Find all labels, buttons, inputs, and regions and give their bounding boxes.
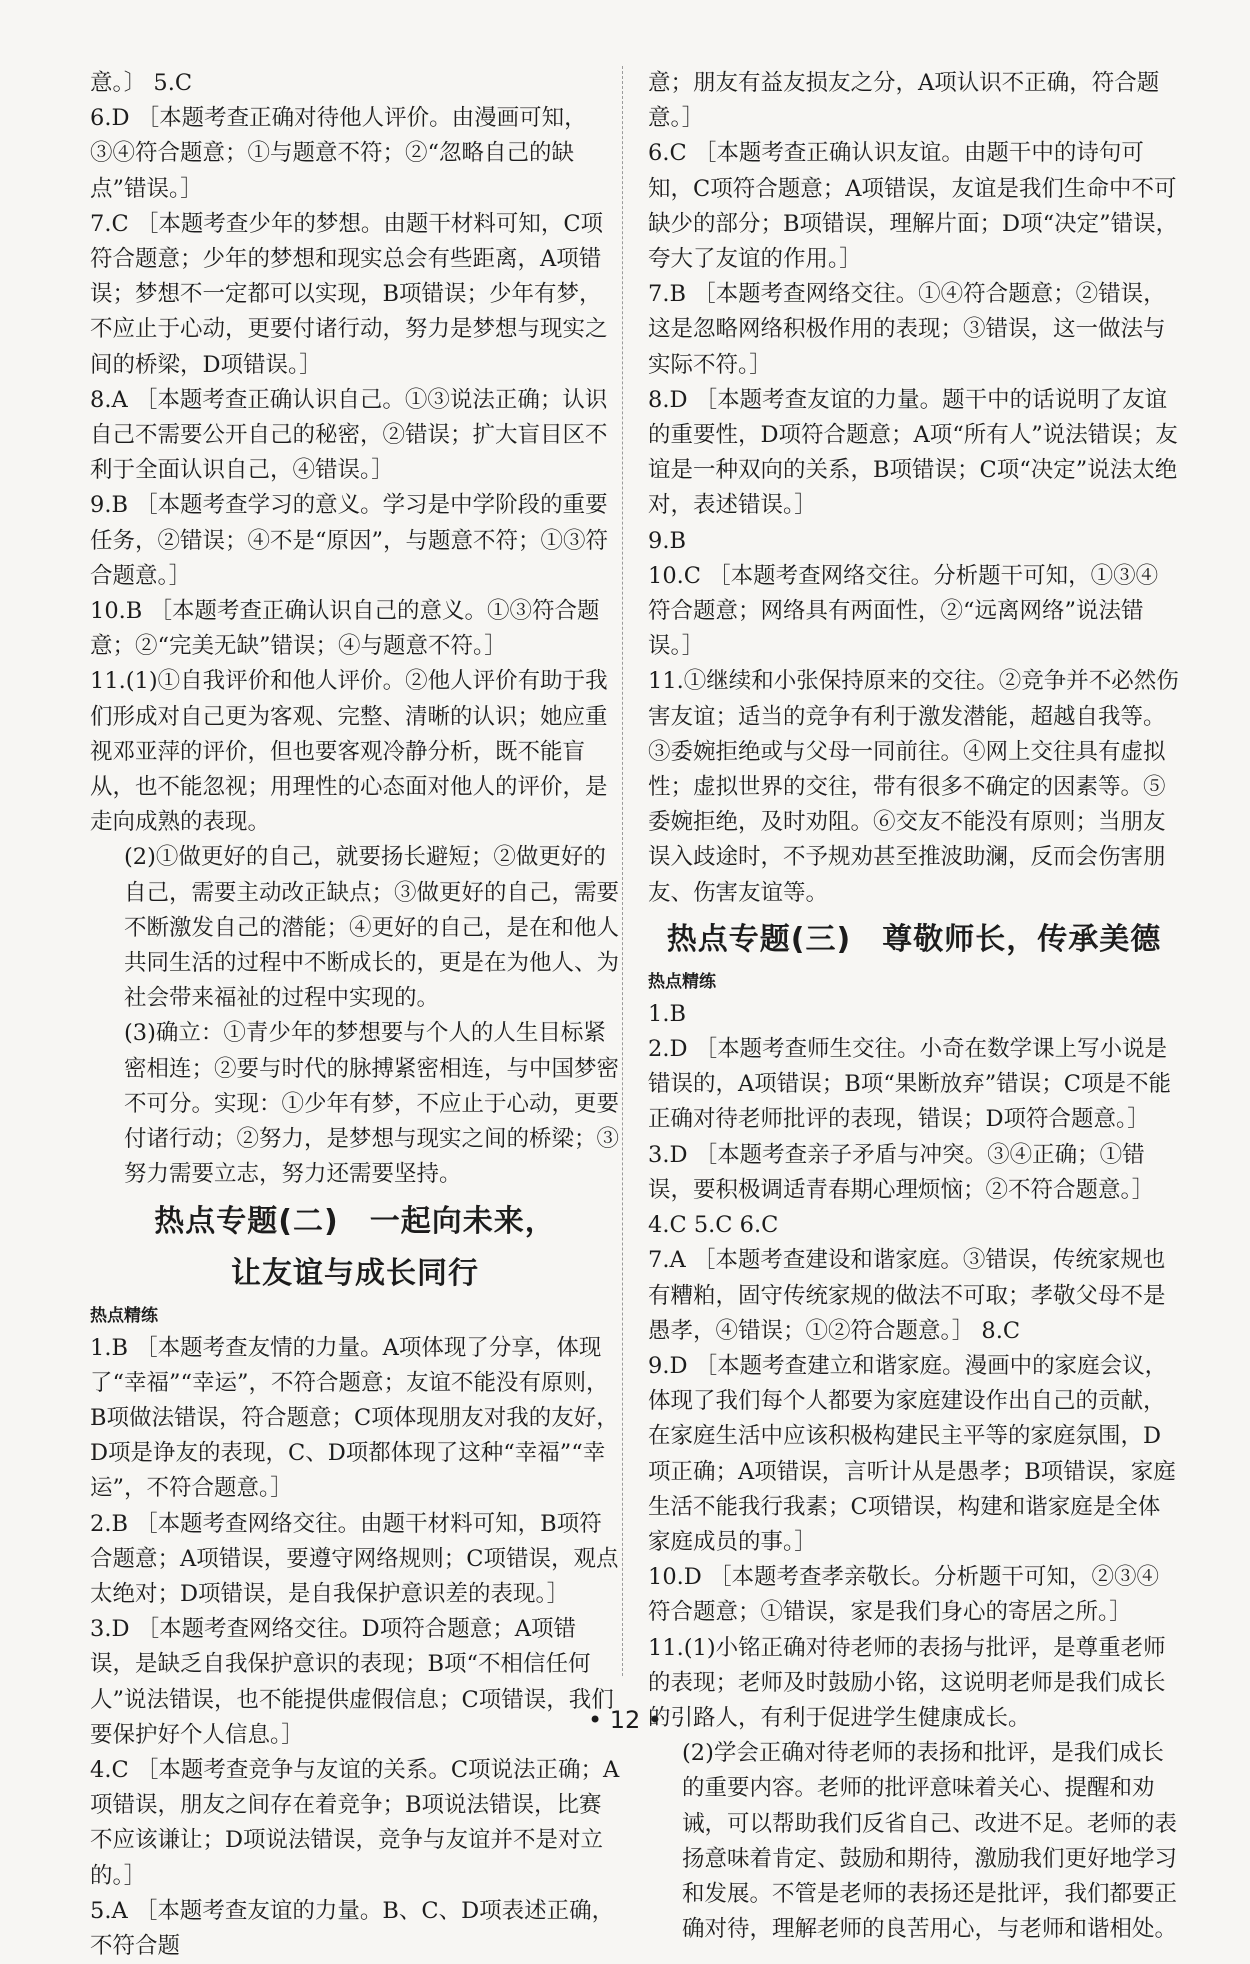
answer-item: 7.A ［本题考查建设和谐家庭。③错误，传统家规也有糟粕，固守传统家规的做法不可取；孝敬父母不是愚孝，④错误；①②符合题意。］ 8.C (648, 1247, 1166, 1344)
section-title: 让友谊与成长同行 (231, 1255, 479, 1291)
column-divider (622, 66, 623, 1676)
answer-item: 10.D ［本题考查孝亲敬长。分析题干可知，②③④符合题意；①错误，家是我们身心的寄居之所。］ (648, 1564, 1159, 1626)
answer-item: 6.D ［本题考查正确对待他人评价。由漫画可知，③④符合题意；①与题意不符；②“忽略自己的缺点”错误。］ (90, 105, 587, 202)
answer-item: 6.C ［本题考查正确认识友谊。由题干中的诗句可知，C项符合题意；A项错误，友谊是我们生命中不可缺少的部分；B项错误，理解片面；D项“决定”错误，夸大了友谊的作用。］ (648, 140, 1179, 273)
answer-item: 9.B (648, 527, 687, 554)
answer-paragraph: (3)确立：①青少年的梦想要与个人的人生目标紧密相连；②要与时代的脉搏紧密相连，与中国梦密不可分。实现：①少年有梦，不应止于心动，更要付诸行动；②努力，是梦想与现实之间的桥梁；③努力需要立志，努力还需要坚持。 (124, 1020, 620, 1188)
answer-item: 3.D ［本题考查亲子矛盾与冲突。③④正确；①错误，要积极调适青春期心理烦恼；②不符合题意。］ 4.C 5.C 6.C (648, 1141, 1155, 1239)
answer-paragraph: (2)①做更好的自己，就要扬长避短；②做更好的自己，需要主动改正缺点；③做更好的自己，需要不断激发自己的潜能；④更好的自己，是在和他人共同生活的过程中不断成长的，更是在为他人、为社会带来福祉的过程中实现的。 (124, 844, 620, 1012)
answer-item: 11.(1)①自我评价和他人评价。②他人评价有助于我们形成对自己更为客观、完整、清晰的认识；她应重视邓亚萍的评价，但也要客观冷静分析，既不能盲从，也不能忽视；用理性的心态面对他人的评价，是走向成熟的表现。 (90, 668, 608, 836)
answer-item: 9.D ［本题考查建立和谐家庭。漫画中的家庭会议，体现了我们每个人都要为家庭建设作出自己的贡献，在家庭生活中应该积极构建民主平等的家庭氛围，D项正确；A项错误，言听计从是愚孝；B项错误，家庭生活不能我行我素；C项错误，构建和谐家庭是全体家庭成员的事。］ (648, 1352, 1176, 1555)
answer-paragraph: (2)学会正确对待老师的表扬和批评，是我们成长的重要内容。老师的批评意味着关心、提醒和劝诫，可以帮助我们反省自己、改进不足。老师的表扬意味着肯定、鼓励和期待，激励我们更好地学习和发展。不管是老师的表扬还是批评，我们都要正确对待，理解老师的良苦用心，与老师和谐相处。 (682, 1740, 1178, 1943)
section-title: 热点专题(三) 尊敬师长，传承美德 (666, 921, 1162, 957)
answer-item: 7.C ［本题考查少年的梦想。由题干材料可知，C项符合题意；少年的梦想和现实总会有些距离，A项错误；梦想不一定都可以实现，B项错误；少年有梦，不应止于心动，更要付诸行动，努力是梦想与现实之间的桥梁，D项错误。］ (90, 210, 608, 378)
right-column (648, 66, 1180, 1947)
left-column (90, 66, 620, 1964)
subsection-heading: 热点精练 (90, 1305, 158, 1326)
answer-item: 11.(1)小铭正确对待老师的表扬与批评，是尊重老师的表现；老师及时鼓励小铭，这说明老师是我们成长的引路人，有利于促进学生健康成长。 (648, 1634, 1166, 1731)
answer-item: 意。〕 5.C (90, 70, 193, 96)
answer-item: 意；朋友有益友损友之分，A项认识不正确，符合题意。］ (648, 70, 1160, 132)
subsection-heading: 热点精练 (648, 971, 716, 992)
answer-item: 10.B ［本题考查正确认识自己的意义。①③符合题意；②“完美无缺”错误；④与题意不符。］ (90, 598, 600, 660)
answer-item: 4.C ［本题考查竞争与友谊的关系。C项说法正确；A项错误，朋友之间存在着竞争；B项说法错误，比赛不应该谦让；D项说法错误，竞争与友谊并不是对立的。］ (90, 1756, 620, 1889)
section-title: 热点专题(二) 一起向未来， (154, 1203, 556, 1239)
answer-item: 8.D ［本题考查友谊的力量。题干中的话说明了友谊的重要性，D项符合题意；A项“所有人”说法错误；友谊是一种双向的关系，B项错误；C项“决定”说法太绝对，表述错误。］ (648, 386, 1178, 519)
answer-item: 9.B ［本题考查学习的意义。学习是中学阶段的重要任务，②错误；④不是“原因”，与题意不符；①③符合题意。］ (90, 492, 609, 589)
answer-item: 11.①继续和小张保持原来的交往。②竞争并不必然伤害友谊；适当的竞争有利于激发潜能，超越自我等。③委婉拒绝或与父母一同前往。④网上交往具有虚拟性；虚拟世界的交往，带有很多不确定的因素等。⑤委婉拒绝，及时劝阻。⑥交友不能没有原则；当朋友误入歧途时，不予规劝甚至推波助澜，反而会伤害朋友、伤害友谊等。 (648, 668, 1179, 906)
answer-item: 8.A ［本题考查正确认识自己。①③说法正确；认识自己不需要公开自己的秘密，②错误；扩大盲目区不利于全面认识自己，④错误。］ (90, 386, 608, 484)
answer-item: 1.B ［本题考查友情的力量。A项体现了分享，体现了“幸福”“幸运”，不符合题意；友谊不能没有原则，B项做法错误，符合题意；C项体现朋友对我的友好，D项是诤友的表现，C、D项都体现了这种“幸福”“幸运”，不符合题意。］ (90, 1334, 619, 1502)
page-number: • 12 • (587, 1706, 663, 1734)
answer-item: 5.A ［本题考查友谊的力量。B、C、D项表述正确，不符合题 (90, 1897, 615, 1959)
answer-item: 7.B ［本题考查网络交往。①④符合题意；②错误，这是忽略网络积极作用的表现；③错误，这一做法与实际不符。］ (648, 281, 1166, 378)
answer-item: 3.D ［本题考查网络交往。D项符合题意；A项错误，是缺乏自我保护意识的表现；B项“不相信任何人”说法错误，也不能提供虚假信息；C项错误，我们要保护好个人信息。］ (90, 1616, 614, 1748)
answer-item: 2.B ［本题考查网络交往。由题干材料可知，B项符合题意；A项错误，要遵守网络规则；C项错误，观点太绝对；D项错误，是自我保护意识差的表现。］ (90, 1510, 619, 1607)
answer-item: 2.D ［本题考查师生交往。小奇在数学课上写小说是错误的，A项错误；B项“果断放弃”错误；C项是不能正确对待老师批评的表现，错误；D项符合题意。］ (648, 1036, 1172, 1133)
answer-item: 10.C ［本题考查网络交往。分析题干可知，①③④符合题意；网络具有两面性，②“远离网络”说法错误。］ (648, 562, 1159, 660)
answer-item: 1.B (648, 1000, 687, 1027)
